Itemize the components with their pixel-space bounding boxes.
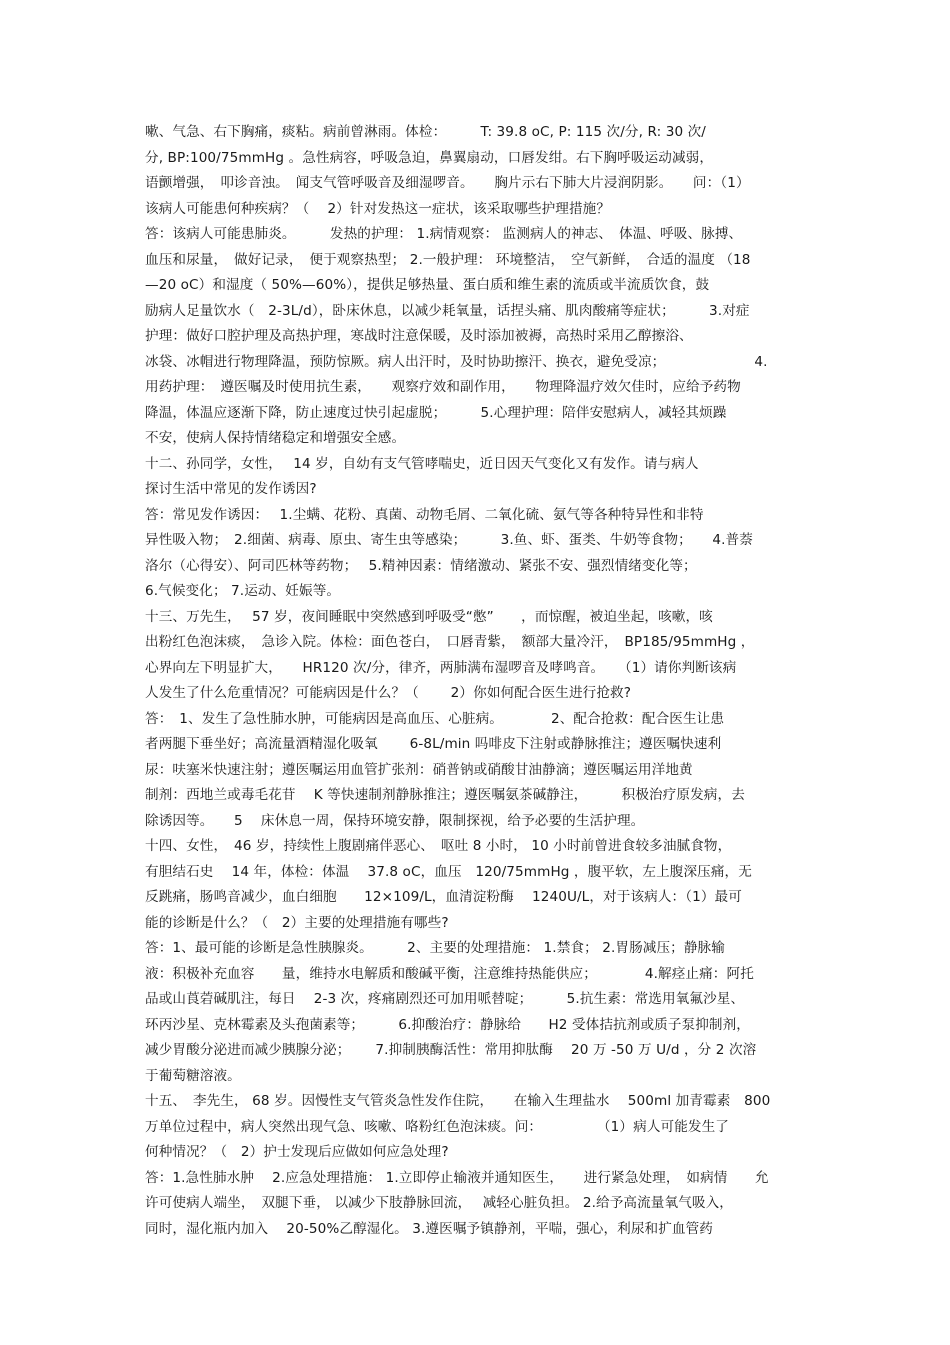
- text-line: 血压和尿量， 做好记录， 便于观察热型； 2.一般护理： 环境整洁， 空气新鲜， 合适的温度 （18: [145, 251, 751, 268]
- text-line: 十二、孙同学，女性， 14 岁，自幼有支气管哮喘史，近日因天气变化又有发作。请与病人: [145, 455, 699, 472]
- text-line: 答： 1、发生了急性肺水肿，可能病因是高血压、心脏病。 2、配合抢救：配合医生让患: [145, 710, 725, 727]
- text-line: 探讨生活中常见的发作诱因?: [145, 481, 317, 497]
- text-line: 答：常见发作诱因： 1.尘螨、花粉、真菌、动物毛屑、二氧化硫、氨气等各种特异性和非特: [145, 506, 704, 523]
- text-line: 尿：呋塞米快速注射；遵医嘱运用血管扩张剂：硝普钠或硝酸甘油静滴；遵医嘱运用洋地黄: [145, 761, 693, 778]
- text-line: 语颤增强， 叩诊音浊。 闻支气管呼吸音及细湿啰音。 胸片示右下肺大片浸润阴影。 问：（1）: [145, 175, 750, 191]
- text-line: 万单位过程中，病人突然出现气急、咳嗽、咯粉红色泡沫痰。问： （1）病人可能发生了: [145, 1118, 729, 1135]
- text-line: 不安，使病人保持情绪稳定和增强安全感。: [145, 430, 406, 446]
- text-line: 冰袋、冰帽进行物理降温，预防惊厥。病人出汗时，及时协助擦汗、换衣，避免受凉； 4.: [145, 353, 768, 370]
- text-line: 答：1、最可能的诊断是急性胰腺炎。 2、主要的处理措施： 1.禁食； 2.胃肠减压；静脉输: [145, 940, 725, 956]
- text-line: 用药护理： 遵医嘱及时使用抗生素， 观察疗效和副作用， 物理降温疗效欠佳时，应给予药物: [145, 379, 741, 395]
- text-line: 反跳痛，肠鸣音减少，血白细胞 12×109/L，血清淀粉酶 1240U/L，对于该病人：（1）最可: [145, 889, 742, 905]
- text-line: 出粉红色泡沫痰， 急诊入院。体检：面色苍白， 口唇青紫， 额部大量冷汗， BP185/95mmHg ，: [145, 634, 755, 650]
- text-line: 6.气候变化； 7.运动、妊娠等。: [145, 583, 341, 599]
- text-line: 于葡萄糖溶液。: [145, 1067, 241, 1084]
- text-line: 有胆结石史 14 年，体检：体温 37.8 oC，血压 120/75mmHg ，腹平软，左上腹深压痛，无: [145, 863, 752, 880]
- text-line: 降温，体温应逐渐下降，防止速度过快引起虚脱； 5.心理护理：陪伴安慰病人，减轻其烦躁: [145, 404, 727, 421]
- text-line: 护理：做好口腔护理及高热护理，寒战时注意保暖，及时添加被褥，高热时采用乙醇擦浴、: [145, 328, 693, 344]
- text-line: 十五、 李先生， 68 岁。因慢性支气管炎急性发作住院， 在输入生理盐水 500ml 加青霉素 800: [145, 1093, 771, 1109]
- text-line: 品或山莨菪碱肌注，每日 2-3 次，疼痛剧烈还可加用哌替啶； 5.抗生素：常选用氧氟沙星、: [145, 991, 745, 1007]
- text-line: 许可使病人端坐， 双腿下垂， 以减少下肢静脉回流， 减轻心脏负担。 2.给予高流量氧气吸入，: [145, 1195, 733, 1211]
- text-line: 答：1.急性肺水肿 2.应急处理措施： 1.立即停止输液并通知医生， 进行紧急处理， 如病情 允: [145, 1169, 769, 1186]
- text-line: 分, BP:100/75mmHg 。急性病容，呼吸急迫，鼻翼扇动，口唇发绀。右下胸呼吸运动减弱，: [145, 149, 714, 166]
- text-line: 环丙沙星、克林霉素及头孢菌素等； 6.抑酸治疗：静脉给 H2 受体拮抗剂或质子泵抑制剂，: [145, 1016, 750, 1033]
- text-line: 嗽、气急、右下胸痛，痰粘。病前曾淋雨。体检： T: 39.8 oC, P: 115 次/分, R: 30 次/: [145, 124, 706, 140]
- text-line: 制剂：西地兰或毒毛花苷 K 等快速制剂静脉推注；遵医嘱氨茶碱静注， 积极治疗原发病，去: [145, 787, 745, 803]
- text-line: 人发生了什么危重情况？可能病因是什么？（ 2）你如何配合医生进行抢救?: [145, 685, 632, 701]
- text-line: 励病人足量饮水（ 2-3L/d），卧床休息，以减少耗氧量，话捏头痛、肌肉酸痛等症状； 3.对症: [145, 302, 750, 319]
- text-line: 十三、万先生， 57 岁，夜间睡眠中突然感到呼吸受“憋” ，而惊醒，被迫坐起，咳嗽，咳: [145, 608, 713, 625]
- text-line: 何种情况？（ 2）护士发现后应做如何应急处理?: [145, 1144, 449, 1160]
- text-line: 能的诊断是什么？（ 2）主要的处理措施有哪些?: [145, 914, 449, 931]
- text-line: 心界向左下明显扩大， HR120 次/分，律齐，两肺满布湿啰音及哮鸣音。 （1）请你判断该病: [145, 659, 737, 676]
- text-line: 该病人可能患何种疾病？（ 2）针对发热这一症状，该采取哪些护理措施？: [145, 200, 611, 217]
- text-line: 同时，湿化瓶内加入 20-50%乙醇湿化。 3.遵医嘱予镇静剂，平喘，强心，利尿和扩血管药: [145, 1220, 714, 1237]
- document-body: [145, 120, 815, 1242]
- text-line: 液：积极补充血容 量，维持水电解质和酸碱平衡，注意维持热能供应； 4.解痉止痛：阿托: [145, 965, 754, 982]
- text-line: 洛尔（心得安）、阿司匹林等药物； 5.精神因素：情绪激动、紧张不安、强烈情绪变化等；: [145, 557, 697, 574]
- text-line: 十四、女性， 46 岁，持续性上腹剧痛伴恶心、 呕吐 8 小时， 10 小时前曾进食较多油腻食物，: [145, 838, 732, 854]
- text-line: 异性吸入物； 2.细菌、病毒、原虫、寄生虫等感染； 3.鱼、虾、蛋类、牛奶等食物； 4.普萘: [145, 532, 753, 548]
- text-line: 减少胃酸分泌进而减少胰腺分泌； 7.抑制胰酶活性：常用抑肽酶 20 万 -50 万 U/d ，分 2 次溶: [145, 1042, 757, 1058]
- text-line: 者两腿下垂坐好；高流量酒精湿化吸氧 6-8L/min 吗啡皮下注射或静脉推注；遵医嘱快速利: [145, 736, 722, 752]
- text-line: 除诱因等。 5 床休息一周，保持环境安静，限制探视，给予必要的生活护理。: [145, 812, 645, 829]
- text-line: —20 oC）和湿度（ 50%—60%），提供足够热量、蛋白质和维生素的流质或半流质饮食，鼓: [145, 277, 710, 293]
- text-line: 答：该病人可能患肺炎。 发热的护理： 1.病情观察： 监测病人的神志、 体温、呼吸、脉搏、: [145, 226, 743, 242]
